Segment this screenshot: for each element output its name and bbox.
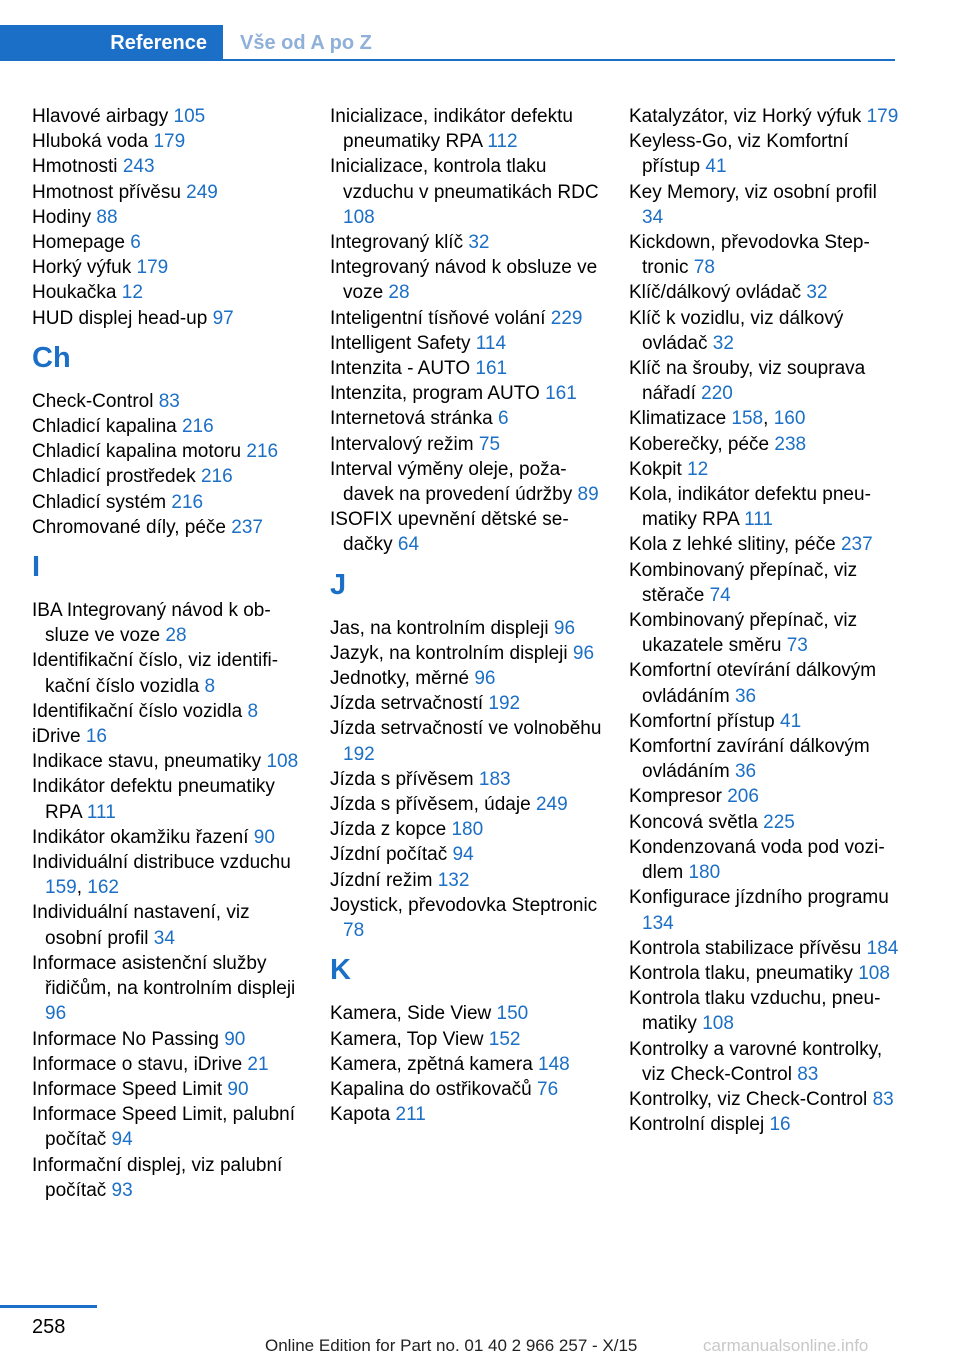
index-entry — [330, 666, 602, 691]
page-link[interactable]: 249 — [186, 181, 218, 203]
index-column-2 — [330, 104, 602, 1127]
index-entry — [32, 951, 304, 1027]
index-entry — [330, 381, 602, 406]
index-entry-text: Horký výfuk — [32, 257, 137, 279]
index-entry-text: Key Memory, viz osobní profil — [629, 181, 877, 203]
index-entry — [32, 230, 304, 255]
page-link[interactable]: 229 — [550, 307, 583, 329]
page-link[interactable]: 32 — [806, 282, 828, 304]
index-entry — [32, 1102, 304, 1152]
page-link[interactable]: 180 — [688, 862, 721, 884]
index-entry — [330, 817, 602, 842]
index-entry-text: Indikátor defektu pneumatiky RPA — [32, 776, 275, 823]
edition-text: Online Edition for Part no. 01 40 2 966 257 - X/15 — [265, 1336, 638, 1355]
page-link[interactable]: 6 — [497, 408, 509, 430]
index-entry — [32, 724, 304, 749]
page-link[interactable]: 83 — [797, 1063, 819, 1085]
index-entry — [32, 180, 304, 205]
index-entry-text: Kombinovaný přepínač, viz stěrače — [629, 559, 858, 606]
index-entry-text: Inicializace, kontrola tlaku vzduchu v pneumatikách RDC — [330, 156, 599, 203]
page-link[interactable]: 8 — [204, 675, 216, 697]
index-entry-text: Interval výměny oleje, požadavek na provedení údržby — [330, 458, 578, 506]
watermark-text: carmanualsonline.info — [703, 1336, 869, 1355]
index-entry — [629, 784, 901, 809]
index-entry-text: Identifikační číslo vozidla — [32, 700, 248, 722]
page-link[interactable]: 111 — [86, 801, 116, 823]
page-link[interactable]: 32 — [468, 232, 490, 254]
index-entry — [330, 691, 602, 716]
index-entry-text: Check-Control — [32, 390, 159, 412]
index-entry — [330, 331, 602, 356]
index-entry-text: Intenzita - AUTO — [330, 358, 476, 380]
page-link[interactable]: 12 — [121, 282, 143, 304]
page-link[interactable]: 93 — [111, 1179, 133, 1201]
page-link[interactable]: 6 — [130, 232, 141, 254]
tab-az-index[interactable]: Vše od A po Z — [240, 31, 372, 54]
index-entry — [330, 868, 602, 893]
index-entry — [32, 154, 304, 179]
index-entry — [330, 767, 602, 792]
index-entry-text: Kondenzovaná voda pod vozidlem — [629, 836, 885, 884]
index-entry — [32, 464, 304, 489]
index-entry — [330, 457, 602, 507]
page-link[interactable]: 90 — [253, 826, 275, 848]
index-entry-text: Kokpit — [629, 458, 688, 480]
page-link[interactable]: 96 — [45, 1003, 67, 1025]
index-entry — [629, 608, 901, 658]
index-entry-text: IBA Integrovaný návod k obsluze ve voze — [32, 600, 271, 647]
page-link[interactable]: 96 — [553, 617, 576, 639]
page-link[interactable]: 36 — [734, 761, 757, 783]
index-entry-text: iDrive — [32, 726, 86, 748]
page-link[interactable]: 192 — [488, 693, 521, 715]
index-entry — [32, 648, 304, 698]
page-link[interactable]: 34 — [153, 927, 175, 949]
index-entry-text: Komfortní zavírání dálkovým ovládáním — [629, 736, 870, 783]
index-entry — [330, 616, 602, 641]
index-entry — [629, 482, 901, 532]
index-entry-text: Kontrola stabilizace přívěsu — [629, 937, 867, 959]
index-entry-text: Jednotky, měrné — [330, 668, 475, 690]
index-entry — [32, 490, 304, 515]
page-link[interactable]: 134 — [642, 912, 674, 934]
index-entry-text: Jízda z kopce — [330, 819, 452, 841]
index-entry — [629, 658, 901, 708]
page-link[interactable]: 184 — [866, 937, 899, 959]
index-entry — [32, 515, 304, 540]
page-link[interactable]: 216 — [200, 466, 233, 488]
index-entry-text: Chladicí systém — [32, 491, 172, 513]
page-link[interactable]: 78 — [693, 257, 715, 279]
index-entry-text: ISOFIX upevnění dětské sedačky — [330, 509, 569, 556]
index-entry-text: Homepage — [32, 232, 131, 254]
page-link[interactable]: 216 — [246, 441, 279, 463]
index-entry — [330, 792, 602, 817]
index-entry — [629, 1037, 901, 1087]
index-column-3 — [629, 104, 901, 1137]
index-entry-text: Komfortní přístup — [629, 710, 781, 732]
index-entry — [330, 1077, 602, 1102]
page-link[interactable]: 21 — [247, 1053, 269, 1075]
index-entry — [629, 129, 901, 179]
index-entry — [32, 699, 304, 724]
index-entry — [629, 406, 901, 431]
index-entry-text: Informace o stavu, iDrive — [32, 1053, 248, 1075]
index-entry-text: Kontrolky, viz Check-Control — [629, 1088, 873, 1110]
page-link[interactable]: 94 — [452, 844, 474, 866]
page-link[interactable]: 90 — [224, 1028, 246, 1050]
index-entry — [32, 439, 304, 464]
index-entry-text: Informace Speed Limit, palubní počítač — [32, 1104, 295, 1151]
page-link[interactable]: 243 — [122, 156, 155, 178]
page-link[interactable]: 75 — [478, 433, 501, 455]
index-entry — [330, 356, 602, 381]
index-entry — [32, 1153, 304, 1203]
page-separator: , — [76, 877, 88, 899]
page-link[interactable]: 34 — [642, 206, 664, 228]
page-link[interactable]: 161 — [475, 358, 508, 380]
page-link[interactable]: 105 — [173, 106, 206, 127]
page-link[interactable]: 225 — [763, 811, 795, 833]
index-entry — [330, 1001, 602, 1026]
index-entry-text: Hlavové airbagy — [32, 106, 174, 127]
index-entry — [629, 432, 901, 457]
index-entry-text: Intelligent Safety — [330, 332, 476, 354]
index-entry-text: Jízda setrvačností — [330, 693, 489, 715]
page-link[interactable]: 83 — [158, 390, 180, 412]
index-entry-text: Kickdown, převodovka Steptronic — [629, 232, 870, 279]
index-letter-heading: Ch — [32, 341, 71, 374]
index-entry-text: Hmotnost přívěsu — [32, 181, 187, 203]
index-entry — [629, 961, 901, 986]
page-link[interactable]: 183 — [478, 768, 511, 790]
index-entry — [330, 1027, 602, 1052]
index-entry-text: Integrovaný klíč — [330, 232, 469, 254]
index-letter-heading: J — [330, 568, 347, 601]
page-link[interactable]: 237 — [840, 534, 873, 556]
index-entry-text: Kompresor — [629, 786, 728, 808]
index-entry — [330, 154, 602, 230]
index-entry-text: Konfigurace jízdního programu — [629, 887, 889, 909]
index-entry-text: Inicializace, indikátor defektu pneumatiky RPA — [330, 106, 573, 153]
tab-reference[interactable]: Reference — [0, 25, 223, 61]
index-entry — [330, 104, 602, 154]
index-entry-text: Katalyzátor, viz Horký výfuk — [629, 106, 867, 127]
index-entry — [330, 1052, 602, 1077]
index-entry-text: Klíč/dálkový ovládač — [629, 282, 807, 304]
index-entry — [32, 850, 304, 900]
index-entry-text: Kamera, Top View — [330, 1028, 489, 1050]
index-entry-text: Klimatizace — [629, 408, 732, 430]
index-entry — [32, 825, 304, 850]
header-divider — [223, 59, 895, 61]
index-entry — [32, 205, 304, 230]
index-entry — [330, 893, 602, 943]
index-entry — [330, 432, 602, 457]
page-link[interactable]: 8 — [247, 700, 259, 722]
page-link[interactable]: 108 — [343, 206, 375, 228]
index-entry-text: Individuální distribuce vzduchu — [32, 852, 291, 874]
header-bar — [0, 25, 895, 61]
page-link[interactable]: 108 — [266, 751, 299, 773]
index-entry-text: Chladicí kapalina — [32, 416, 182, 438]
index-entry-text: Jazyk, na kontrolním displeji — [330, 642, 573, 664]
page-link[interactable]: 16 — [85, 726, 107, 748]
index-entry-text: Informace No Passing — [32, 1028, 225, 1050]
index-entry — [32, 306, 304, 331]
index-entry — [629, 709, 901, 734]
index-entry-text: Jízda s přívěsem — [330, 768, 479, 790]
page-link[interactable]: 28 — [165, 625, 187, 647]
page-link[interactable]: 216 — [181, 416, 214, 438]
page-link[interactable]: 237 — [231, 516, 263, 538]
index-entry — [330, 641, 602, 666]
page-link[interactable]: 12 — [687, 458, 709, 480]
index-entry-text: Hmotnosti — [32, 156, 123, 178]
page-link[interactable]: 88 — [96, 206, 118, 228]
index-entry — [629, 532, 901, 557]
index-entry — [629, 280, 901, 305]
index-letter-heading: K — [330, 954, 351, 987]
page-link[interactable]: 150 — [496, 1003, 529, 1025]
index-entry-text: Jas, na kontrolním displeji — [330, 617, 554, 639]
index-entry — [629, 885, 901, 935]
index-entry-text: Kola, indikátor defektu pneumatiky RPA — [629, 484, 871, 531]
index-entry-text: Joystick, převodovka Steptronic — [330, 894, 598, 916]
index-entry-text: Keyless-Go, viz Komfortní přístup — [629, 131, 849, 178]
page-link[interactable]: 160 — [773, 408, 806, 430]
page-link[interactable]: 238 — [774, 433, 807, 455]
index-entry — [32, 129, 304, 154]
page-link[interactable]: 74 — [709, 584, 731, 606]
index-entry-text: Houkačka — [32, 282, 122, 304]
page-link[interactable]: 162 — [87, 877, 119, 899]
page-link[interactable]: 108 — [858, 962, 890, 984]
index-entry-text: Klíč na šrouby, viz souprava nářadí — [629, 358, 866, 405]
page-link[interactable]: 90 — [227, 1078, 249, 1100]
page-link[interactable]: 97 — [212, 307, 234, 329]
page-link[interactable]: 16 — [769, 1114, 791, 1136]
page-link[interactable]: 249 — [535, 794, 568, 816]
index-entry-text: Informace Speed Limit — [32, 1078, 228, 1100]
index-entry-text: Koberečky, péče — [629, 433, 775, 455]
page-number: 258 — [32, 1316, 66, 1338]
page-link[interactable]: 179 — [866, 106, 899, 127]
index-entry-text: Indikace stavu, pneumatiky — [32, 751, 267, 773]
index-entry — [629, 457, 901, 482]
index-entry — [330, 406, 602, 431]
index-entry-text: Kontrola tlaku, pneumatiky — [629, 962, 859, 984]
index-entry-text: Chromované díly, péče — [32, 516, 232, 538]
index-entry — [32, 1077, 304, 1102]
page-link[interactable]: 76 — [537, 1078, 559, 1100]
page-link[interactable]: 216 — [171, 491, 204, 513]
index-entry-text: Kamera, zpětná kamera — [330, 1053, 539, 1075]
footer-accent-line — [0, 1305, 97, 1308]
index-entry-text: Kapalina do ostřikovačů — [330, 1078, 538, 1100]
index-entry — [32, 749, 304, 774]
page-link[interactable]: 152 — [488, 1028, 521, 1050]
page-link[interactable]: 179 — [136, 257, 169, 279]
page-link[interactable]: 111 — [744, 509, 773, 531]
index-entry-text: Hodiny — [32, 206, 97, 228]
index-entry-text: Jízdní počítač — [330, 844, 453, 866]
index-entry — [629, 558, 901, 608]
page-link[interactable]: 211 — [395, 1104, 426, 1126]
index-entry — [629, 306, 901, 356]
index-entry-text: Informace asistenční služby řidičům, na kontrolním displeji — [32, 952, 296, 1000]
index-entry — [629, 936, 901, 961]
index-entry-text: Jízda setrvačností ve volnoběhu — [330, 718, 602, 740]
index-entry-text: Identifikační číslo, viz identifikační číslo vozidla — [32, 650, 279, 697]
page-link[interactable]: 36 — [734, 685, 757, 707]
page-link[interactable]: 32 — [712, 332, 734, 354]
page-link[interactable]: 96 — [474, 668, 496, 690]
index-entry — [32, 414, 304, 439]
page-link[interactable]: 94 — [111, 1129, 133, 1151]
index-entry — [32, 104, 304, 129]
page-link[interactable]: 112 — [487, 131, 518, 153]
page-link[interactable]: 179 — [153, 131, 186, 153]
page-link[interactable]: 148 — [538, 1053, 570, 1075]
index-entry — [32, 255, 304, 280]
index-entry-text: Jízda s přívěsem, údaje — [330, 794, 536, 816]
page-link[interactable]: 158 — [731, 408, 764, 430]
index-entry — [629, 734, 901, 784]
index-entry — [330, 842, 602, 867]
page-link[interactable]: 64 — [397, 534, 420, 556]
index-entry — [629, 1112, 901, 1137]
index-entry — [32, 900, 304, 950]
index-entry — [32, 1052, 304, 1077]
index-entry-text: Chladicí kapalina motoru — [32, 441, 247, 463]
page-link[interactable]: 159 — [45, 877, 77, 899]
index-entry-text: Intervalový režim — [330, 433, 479, 455]
page-link[interactable]: 73 — [786, 635, 808, 657]
page-link[interactable]: 192 — [343, 743, 375, 765]
index-entry-text: HUD displej head-up — [32, 307, 213, 329]
index-entry — [629, 104, 901, 129]
index-entry — [629, 230, 901, 280]
index-entry-text: Kontrola tlaku vzduchu, pneumatiky — [629, 988, 881, 1035]
page-link[interactable]: 96 — [572, 642, 595, 664]
index-entry-text: Komfortní otevírání dálkovým ovládáním — [629, 660, 877, 707]
index-entry-text: Kamera, Side View — [330, 1003, 497, 1025]
index-entry — [32, 598, 304, 648]
index-entry — [32, 774, 304, 824]
index-entry — [32, 1027, 304, 1052]
index-entry — [330, 255, 602, 305]
index-entry-text: Chladicí prostředek — [32, 466, 201, 488]
index-entry-text: Inteligentní tísňové volání — [330, 307, 551, 329]
page-link[interactable]: 132 — [437, 869, 470, 891]
page-link[interactable]: 41 — [780, 710, 802, 732]
page-link[interactable]: 180 — [451, 819, 484, 841]
index-entry — [629, 1087, 901, 1112]
page-link[interactable]: 108 — [702, 1013, 734, 1035]
index-entry — [330, 306, 602, 331]
index-entry — [629, 356, 901, 406]
index-entry-text: Informační displej, viz palubní počítač — [32, 1154, 283, 1201]
index-entry — [32, 389, 304, 414]
index-entry-text: Koncová světla — [629, 811, 764, 833]
index-entry — [330, 716, 602, 766]
index-entry — [629, 835, 901, 885]
index-entry-text: Kontrolní displej — [629, 1114, 770, 1136]
index-entry-text: Jízdní režim — [330, 869, 438, 891]
index-entry-text: Kola z lehké slitiny, péče — [629, 534, 841, 556]
page-separator: , — [763, 408, 774, 430]
index-entry-text: Klíč k vozidlu, viz dálkový ovládač — [629, 307, 844, 354]
index-entry — [629, 810, 901, 835]
page-link[interactable]: 78 — [343, 920, 365, 942]
index-column-1 — [32, 104, 304, 1203]
page-link[interactable]: 28 — [388, 282, 410, 304]
index-entry-text: Kombinovaný přepínač, viz ukazatele směru — [629, 610, 858, 657]
page-link[interactable]: 83 — [872, 1088, 894, 1110]
index-entry-text: Internetová stránka — [330, 408, 498, 430]
index-entry — [629, 180, 901, 230]
page-link[interactable]: 89 — [577, 484, 599, 506]
index-entry — [330, 507, 602, 557]
page-link[interactable]: 41 — [705, 156, 727, 178]
index-entry — [330, 1102, 602, 1127]
index-entry — [32, 280, 304, 305]
index-letter-heading: I — [32, 551, 41, 584]
page-link[interactable]: 161 — [545, 383, 577, 405]
index-entry-text: Integrovaný návod k obsluze ve voze — [330, 257, 598, 304]
index-entry — [330, 230, 602, 255]
page-link[interactable]: 206 — [727, 786, 759, 808]
index-entry-text: Individuální nastavení, viz osobní profil — [32, 902, 250, 949]
index-entry-text: Hluboká voda — [32, 131, 154, 153]
index-entry-text: Intenzita, program AUTO — [330, 383, 546, 405]
index-entry-text: Kapota — [330, 1104, 396, 1126]
page-link[interactable]: 114 — [475, 332, 507, 354]
index-entry-text: Indikátor okamžiku řazení — [32, 826, 254, 848]
page-link[interactable]: 220 — [701, 383, 733, 405]
index-entry-text: Kontrolky a varovné kontrolky, viz Check-Control — [629, 1038, 883, 1085]
index-entry — [629, 986, 901, 1036]
